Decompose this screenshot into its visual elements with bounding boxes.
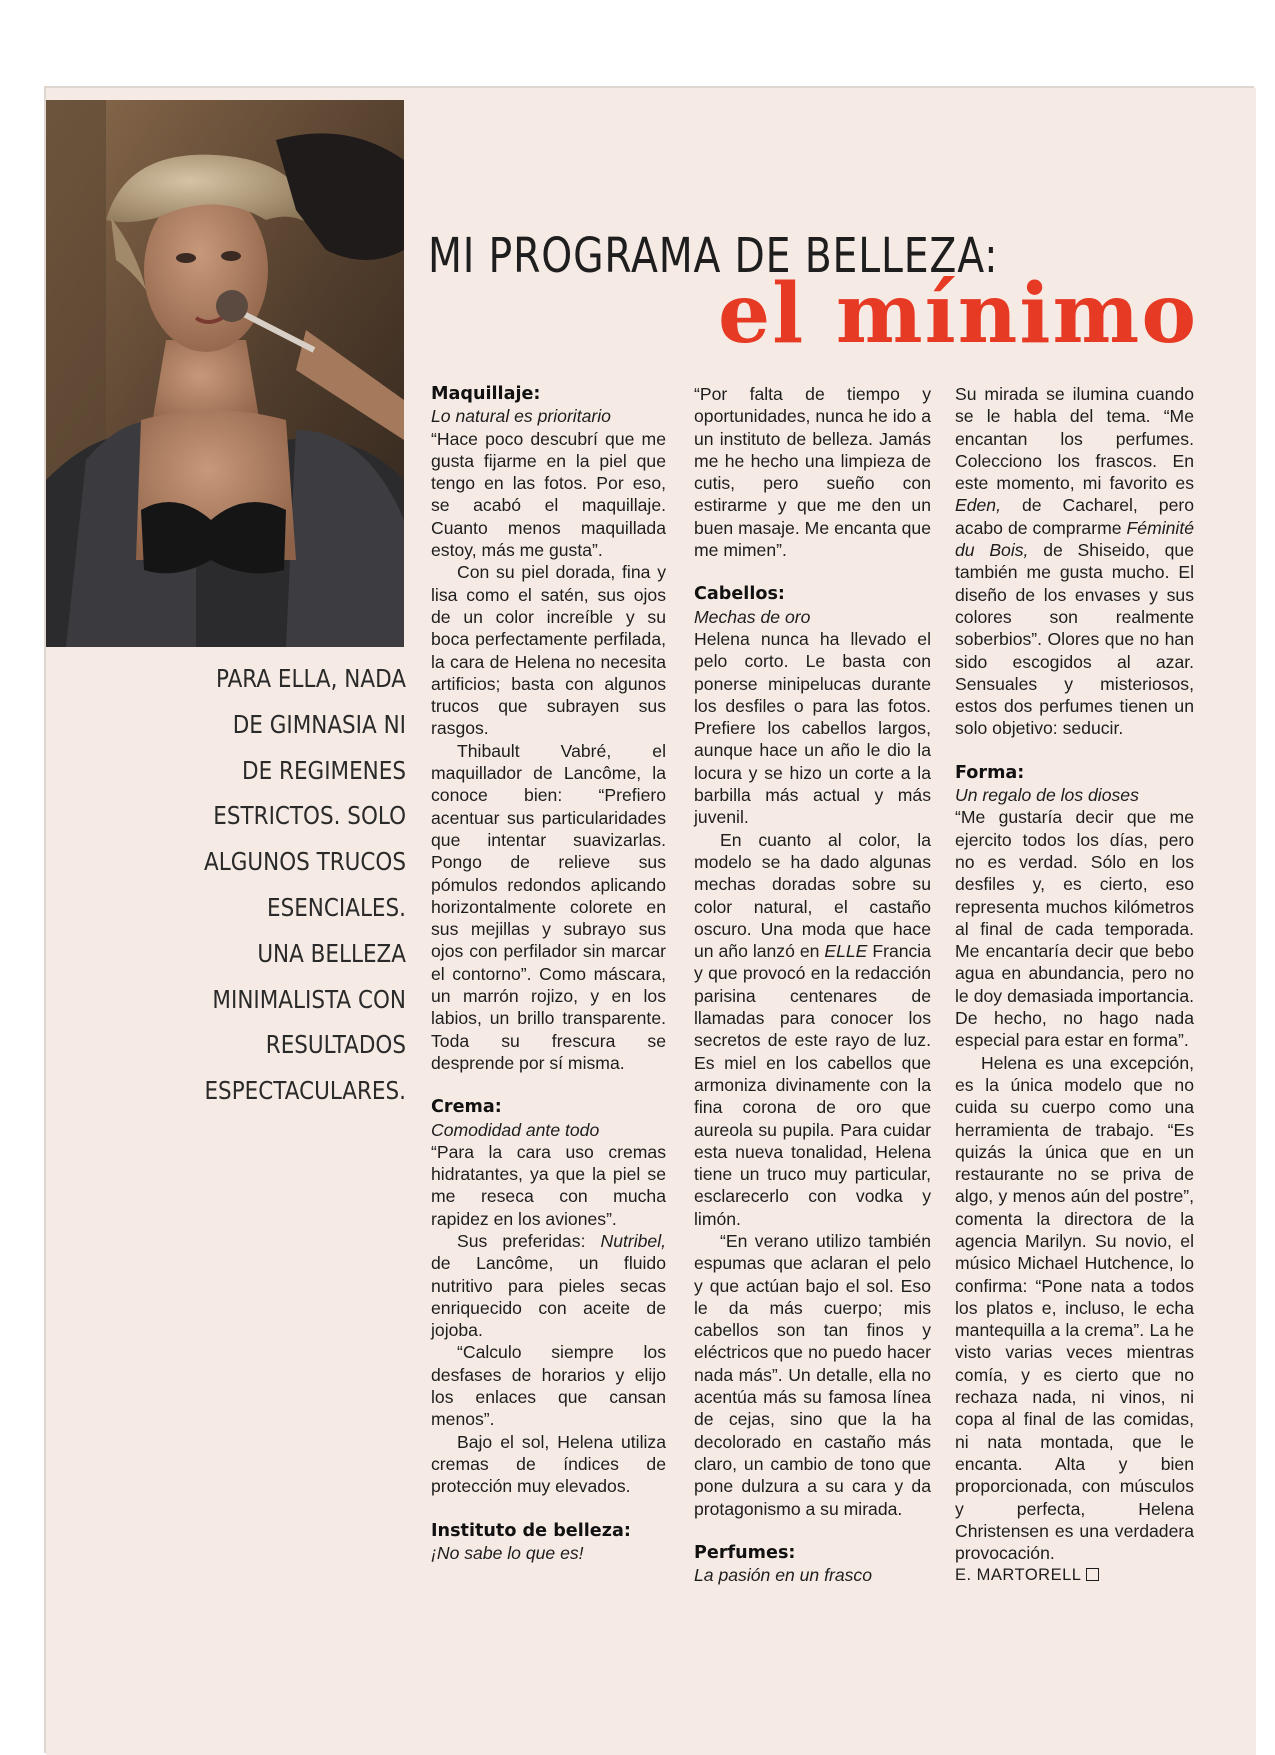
section-subheading-forma: Un regalo de los dioses (955, 785, 1139, 806)
text-run: En cuanto al color, la modelo se ha dado algunas mechas doradas sobre su color natural, el castaño oscuro. Una moda que hace un año lanzó en (694, 829, 931, 962)
section-heading-forma: Forma: (955, 762, 1025, 783)
paragraph: “Para la cara uso cremas hidratantes, ya que la piel se me reseca con mucha rapidez en los aviones”. (431, 1141, 666, 1229)
author-signature (955, 1564, 1194, 1586)
section-subheading-perfumes: La pasión en un frasco (694, 1565, 873, 1586)
pullquote-line: ESENCIALES. (266, 892, 406, 922)
pullquote-line: ESPECTACULARES. (204, 1076, 406, 1106)
paragraph: Helena es una excepción, es la única modelo que no cuida su cuerpo como una herramienta de trabajo. “Es quizás la única que en un restaurante no se priva de algo, y menos aún del postre”, comenta la directora de la agencia Marilyn. Su novio, el músico Michael Hutchence, lo confirma: “Pone nata a todos los platos e, incluso, le echa mantequilla a la crema”. La he visto varias veces mientras comía, y es cierto que no rechaza nada, ni vinos, ni copa al final de las comidas, ni nata montada, que le encanta. Alta y bien proporcionada, con músculos y perfecta, Helena Christensen es una verdadera provocación. (955, 1052, 1194, 1564)
text-run: de Cacharel, pero acabo de comprarme (955, 495, 1194, 538)
paragraph: “Por falta de tiempo y oportunidades, nunca he ido a un instituto de belleza. Jamás me he hecho una limpieza de cutis, pero sueño con estirarme y que me den un buen masaje. Me encanta que me mimen”. (694, 384, 931, 561)
model-photo-illustration (46, 100, 404, 647)
brand-name: Nutribel, (600, 1230, 666, 1251)
section-subheading-cabellos: Mechas de oro (694, 606, 811, 627)
text-run: Su mirada se ilumina cuando se le habla del tema. “Me encantan los perfumes. Colecciono los frascos. En este momento, mi favorito es (955, 384, 1194, 494)
paragraph (955, 383, 1194, 740)
paragraph: Con su piel dorada, fina y lisa como el satén, sus ojos de un color increíble y su boca perfectamente perfilada, la cara de Helena no necesita artificios; basta con algunos trucos que subrayen sus rasgos. (431, 562, 666, 739)
text-run: Francia y que provocó en la redacción parisina centenares de llamadas para conocer los secretos de este rayo de luz. Es miel en los cabellos que armoniza divinamente con la fina corona de oro que aureola su pupila. Para cuidar esta nueva tonalidad, Helena tiene un truco muy particular, esclarecerlo con vodka y limón. (694, 941, 932, 1229)
text-run: Sus preferidas: (457, 1230, 601, 1251)
paragraph: “Me gustaría decir que me ejercito todos los días, pero no es verdad. Sólo en los desfiles y, es cierto, eso representa muchos kilómetros al final de cada temporada. Me encantaría decir que bebo agua en abundancia, pero no le doy demasiada importancia. De hecho, no hago nada especial para estar en forma”. (955, 807, 1194, 1051)
paragraph: “Hace poco descubrí que me gusta fijarme en la piel que tengo en las fotos. Por eso, se acabó el maquillaje. Cuanto menos maquillada estoy, más me gusta”. (431, 428, 666, 561)
pullquote (150, 656, 406, 1114)
paragraph: “Calculo siempre los desfases de horarios y elijo los enlaces que cansan menos”. (431, 1342, 666, 1430)
text-run: de Lancôme, un fluido nutritivo para pieles secas enriquecido con aceite de jojoba. (431, 1253, 666, 1341)
section-subheading-instituto: ¡No sabe lo que es! (431, 1542, 584, 1563)
paragraph: Bajo el sol, Helena utiliza cremas de índices de protección muy elevados. (431, 1431, 666, 1497)
brand-name: Féminité du Bois, (955, 517, 1194, 561)
article-column-3 (955, 383, 1194, 1587)
paragraph: Thibault Vabré, el maquillador de Lancôme, la conoce bien: “Prefiero acentuar sus particularidades que intentar suavizarlas. Pongo de relieve sus pómulos redondos aplicando horizontalmente colorete en sus mejillas y subrayo sus ojos con perfilador sin marcar el contorno”. Como máscara, un marrón rojizo, y en los labios, un brillo transparente. Toda su frescura se desprende por sí misma. (431, 740, 666, 1073)
headline-line1: MI PROGRAMA DE BELLEZA: (428, 228, 999, 284)
paragraph (431, 1230, 666, 1341)
section-heading-instituto: Instituto de belleza: (431, 1520, 631, 1541)
section-heading-perfumes: Perfumes: (694, 1542, 796, 1563)
brand-name: Eden, (955, 495, 1001, 516)
pullquote-line: ALGUNOS TRUCOS (204, 847, 406, 877)
end-mark-icon (1086, 1568, 1099, 1581)
article-column-1 (431, 383, 666, 1564)
pullquote-line: UNA BELLEZA (257, 938, 406, 968)
section-heading-crema: Crema: (431, 1097, 502, 1118)
section-subheading-maquillaje: Lo natural es prioritario (431, 406, 611, 427)
model-photo (46, 100, 404, 647)
section-heading-cabellos: Cabellos: (694, 584, 785, 605)
pullquote-line: PARA ELLA, NADA (215, 664, 406, 693)
section-heading-maquillaje: Maquillaje: (431, 384, 541, 404)
text-run: de Shiseido, que también me gusta mucho. El diseño de los envases y sus colores son realmente soberbios”. Olores que no han sido escogidos al azar. Sensuales y misteriosos, estos dos perfumes tienen un solo objetivo: seducir. (955, 540, 1194, 739)
author-name: E. MARTORELL (955, 1566, 1082, 1585)
pullquote-line: DE REGIMENES (242, 755, 406, 785)
headline-line2: el mínimo (718, 266, 1199, 362)
brand-name: ELLE (824, 941, 868, 962)
article-column-2 (694, 383, 931, 1586)
paragraph: “En verano utilizo también espumas que aclaran el pelo y que actúan bajo el sol. Eso le da más cuerpo; mis cabellos son tan finos y eléctricos que no puedo hacer nada más”. Un detalle, ella no acentúa más su famosa línea de cejas, sino que la ha decolorado en castaño más claro, un cambio de tono que pone dulzura a su cara y da protagonismo a su mirada. (694, 1230, 931, 1519)
paragraph (694, 829, 931, 1230)
section-subheading-crema: Comodidad ante todo (431, 1119, 600, 1140)
pullquote-line: MINIMALISTA CON (212, 984, 406, 1014)
pullquote-line: ESTRICTOS. SOLO (213, 801, 406, 831)
pullquote-line: RESULTADOS (265, 1030, 406, 1060)
pullquote-line: DE GIMNASIA NI (232, 709, 406, 739)
paragraph: Helena nunca ha llevado el pelo corto. Le basta con ponerse minipelucas durante los desfiles o para las fotos. Prefiere los cabellos largos, aunque hace un año le dio la locura y se hizo un corte a la barbilla más actual y más juvenil. (694, 628, 931, 828)
